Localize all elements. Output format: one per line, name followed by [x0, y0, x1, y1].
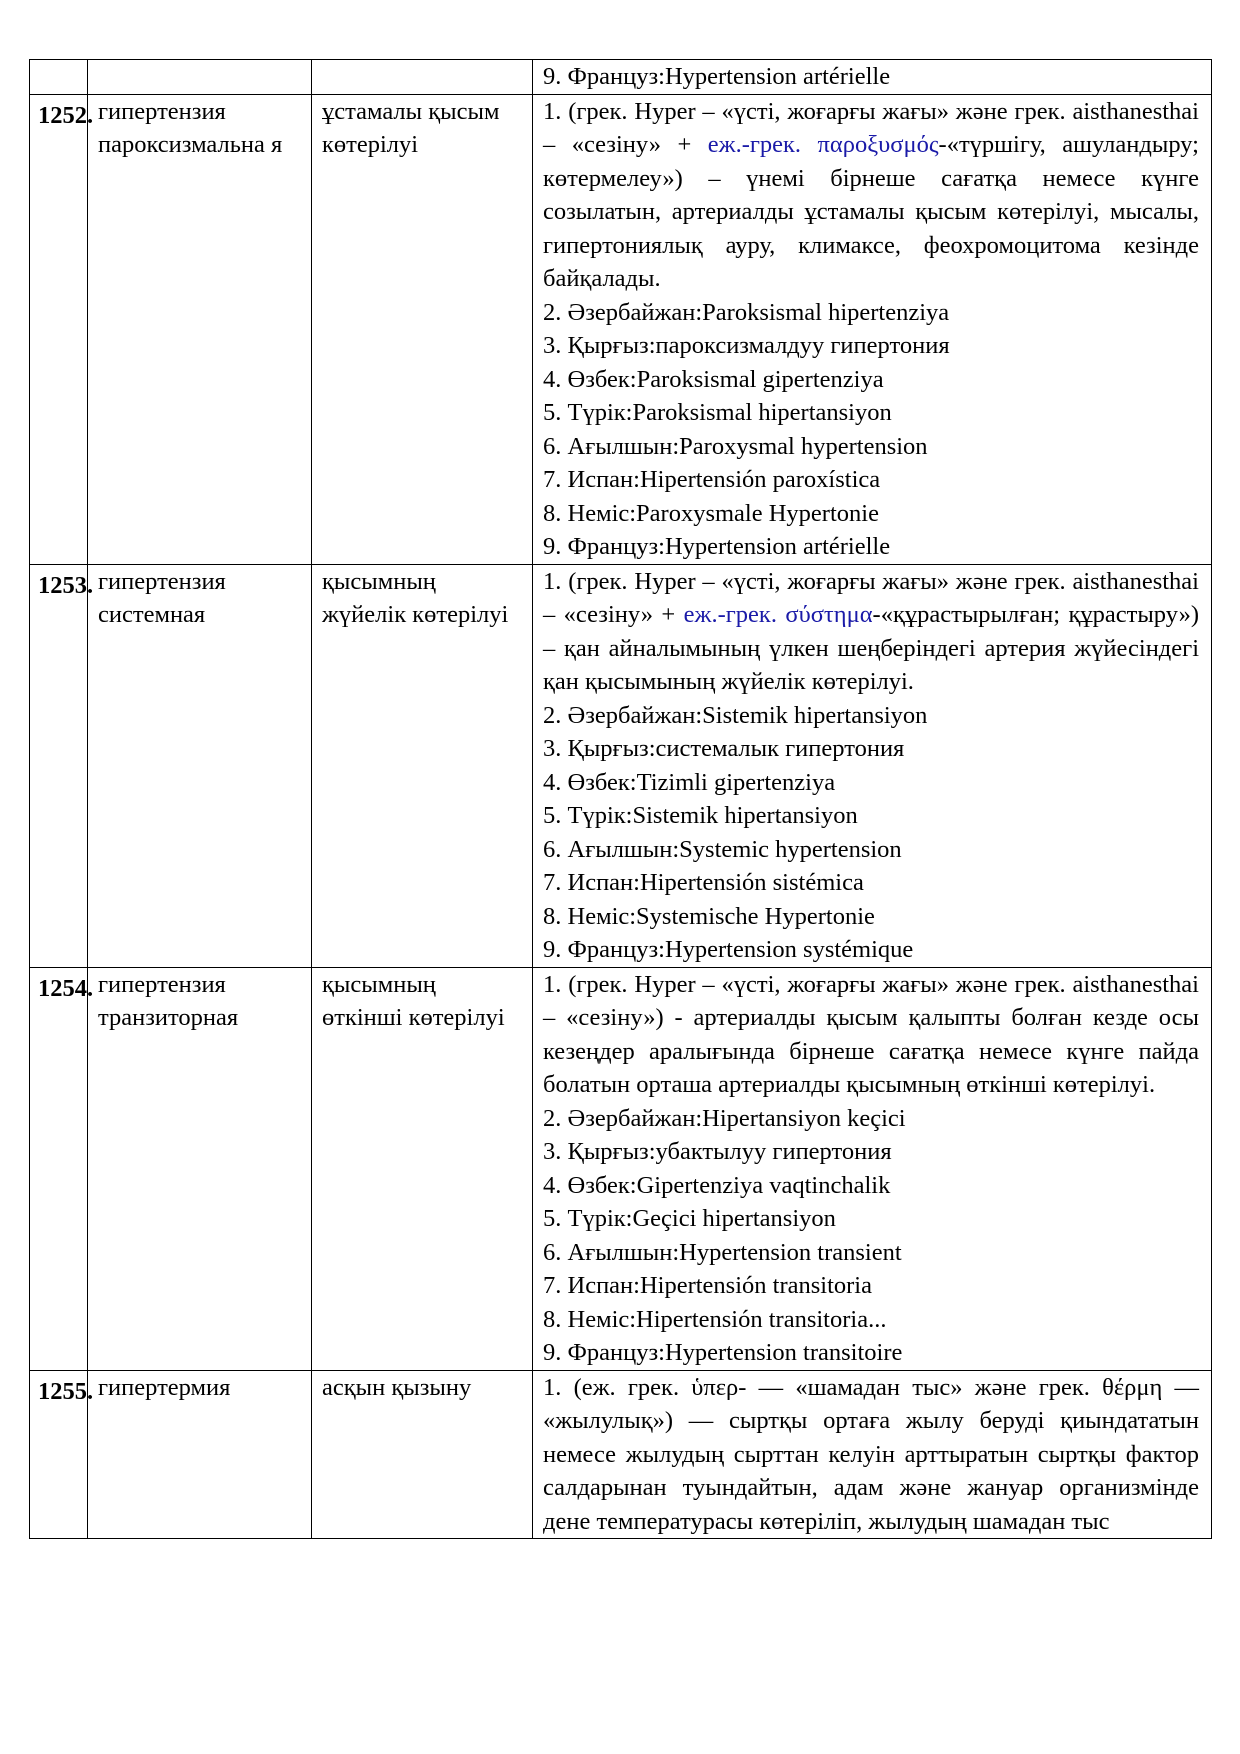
translation-line: 3. Қырғыз:пароксизмалдуу гипертония: [543, 332, 950, 359]
kazakh-term: асқын қызыну: [312, 1370, 533, 1539]
etymology-lead: 1. (грек. Hyper – «үсті, жоғарғы жағы» және грек. aisthanesthai – «сезіну» +: [543, 567, 1199, 628]
translation-line: 4. Өзбек:Paroksismal gipertenziya: [543, 365, 884, 393]
continuation-row: [30, 60, 1212, 95]
translation-line: 5. Түрік:Sistemik hipertansiyon: [543, 802, 858, 829]
translation-line: 7. Испан:Hipertensión transitoria: [543, 1272, 872, 1299]
russian-term-cell: [88, 60, 312, 95]
kazakh-term: ұстамалы қысым көтерілуі: [312, 94, 533, 564]
greek-word: еж.-грек. παροξυσμός: [707, 131, 939, 158]
definition-cell: [533, 94, 1212, 564]
russian-term: гипертензия пароксизмальна я: [88, 94, 312, 564]
translation-line: 4. Өзбек:Gipertenziya vaqtinchalik: [543, 1171, 891, 1199]
definition-cell: [533, 60, 1212, 95]
etymology-lead: 1. (грек. Hyper – «үсті, жоғарғы жағы» және грек. aisthanesthai – «сезіну» +: [543, 97, 1199, 158]
greek-word: еж.-грек. σύστημα: [683, 601, 873, 628]
entry-row-1254: [30, 967, 1212, 1370]
entry-number: 1252.: [30, 94, 88, 564]
translation-line: 8. Неміс:Paroxysmale Hypertonie: [543, 499, 879, 527]
entry-number: 1253.: [30, 564, 88, 967]
translation-line: 7. Испан:Hipertensión sistémica: [543, 869, 864, 896]
translation-line: 2. Әзербайжан:Paroksismal hipertenziya: [543, 298, 950, 326]
translation-line: 5. Түрік:Paroksismal hipertansiyon: [543, 399, 892, 426]
kazakh-term: қысымның жүйелік көтерілуі: [312, 564, 533, 967]
russian-term: гипертензия системная: [88, 564, 312, 967]
translation-line: 9. Француз:Hypertension artérielle: [543, 63, 891, 90]
etymology-tail: -«құрастырылған; құрастыру») – қан айналымының үлкен шеңберіндегі артерия жүйесіндегі қан қысымының жүйелік көтерілуі.: [543, 601, 1199, 695]
entry-row-1252: [30, 94, 1212, 564]
etymology-text: [543, 95, 1199, 296]
translation-line: 7. Испан:Hipertensión paroxística: [543, 466, 881, 493]
entry-row-1255: [30, 1370, 1212, 1539]
definition-cell: [533, 564, 1212, 967]
entry-row-1253: [30, 564, 1212, 967]
translation-line: 8. Неміс:Systemische Hypertonie: [543, 902, 875, 930]
definition-cell: [533, 967, 1212, 1370]
translation-line: 6. Ағылшын:Paroxysmal hypertension: [543, 432, 928, 460]
entry-number: 1254.: [30, 967, 88, 1370]
terminology-table: [29, 59, 1212, 1539]
etymology-text: 1. (еж. грек. ὑπερ- — «шамадан тыс» және грек. θέρμη — «жылулық») — сыртқы ортаға жылу беруді қиындататын немесе жылудың сырттан келуін арттыратын сыртқы фактор салдарынан туындайтын, адам және жануар организмінде дене температурасы көтеріліп, жылудың шамадан тыс: [543, 1373, 1199, 1535]
translation-line: 4. Өзбек:Tizimli gipertenziya: [543, 768, 836, 796]
translation-line: 9. Француз:Hypertension transitoire: [543, 1339, 903, 1366]
entry-number-cell: [30, 60, 88, 95]
translation-line: 9. Француз:Hypertension systémique: [543, 936, 914, 963]
entry-number: 1255.: [30, 1370, 88, 1539]
russian-term: гипертермия: [88, 1370, 312, 1539]
translation-line: 3. Қырғыз:убактылуу гипертония: [543, 1138, 892, 1165]
translation-line: 3. Қырғыз:системалык гипертония: [543, 735, 905, 762]
etymology-text: 1. (грек. Hyper – «үсті, жоғарғы жағы» және грек. aisthanesthai – «сезіну») - артериалды қысым қалыпты болған кезде осы кезеңдер аралығында бірнеше сағатқа немесе күнге пайда болатын орташа артериалды қысымның өткінші көтерілуі.: [543, 970, 1199, 1098]
translation-line: 6. Ағылшын:Hypertension transient: [543, 1238, 902, 1266]
translation-line: 8. Неміс:Hipertensión transitoria...: [543, 1305, 887, 1333]
translation-line: 2. Әзербайжан:Hipertansiyon keçici: [543, 1104, 906, 1132]
translation-line: 5. Түрік:Geçici hipertansiyon: [543, 1205, 836, 1232]
etymology-tail: -«түршігу, ашуландыру; көтермелеу») – үнемі бірнеше сағатқа немесе күнге созылатын, артериалды ұстамалы қысым көтерілуі, мысалы, гипертониялық ауру, климаксе, феохромоцитома кезінде байқалады.: [543, 131, 1199, 292]
etymology-text: [543, 565, 1199, 699]
translation-line: 2. Әзербайжан:Sistemik hipertansiyon: [543, 701, 928, 729]
definition-cell: [533, 1370, 1212, 1539]
kazakh-term-cell: [312, 60, 533, 95]
translation-line: 9. Француз:Hypertension artérielle: [543, 533, 891, 560]
translation-line: 6. Ағылшын:Systemic hypertension: [543, 835, 902, 863]
kazakh-term: қысымның өткінші көтерілуі: [312, 967, 533, 1370]
russian-term: гипертензия транзиторная: [88, 967, 312, 1370]
